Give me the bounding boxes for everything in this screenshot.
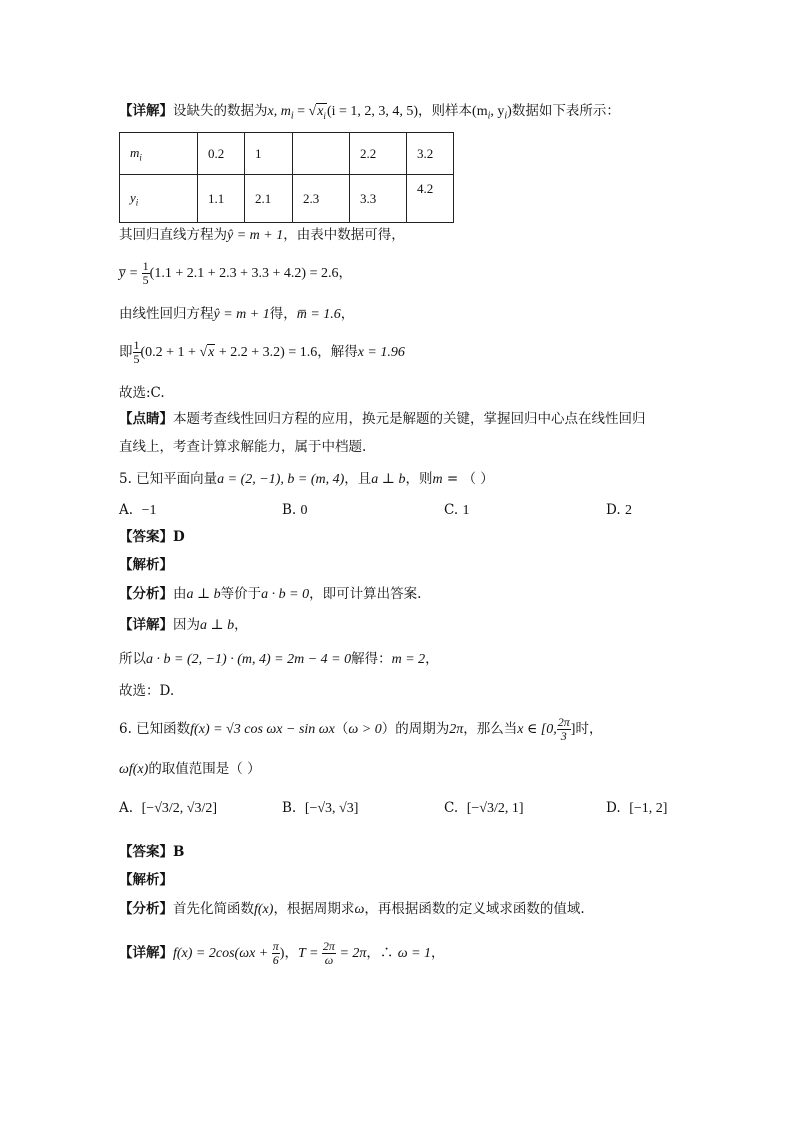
q6-analysis: 【解析】 xyxy=(119,872,173,888)
text: 数据如下表所示： xyxy=(511,103,620,119)
math: a = (2, −1), b = (m, 4) xyxy=(217,472,345,487)
q6-fenxi: 【分析】首先化简函数f(x)，根据周期求ω，再根据函数的定义域求函数的值域. xyxy=(119,901,585,917)
q5-option-b[interactable]: B. 0 xyxy=(282,502,308,518)
table-cell: 4.2 xyxy=(407,175,454,223)
q6-option-a[interactable]: A. [−√3/2, √3/2] xyxy=(119,800,218,816)
ybar-line xyxy=(119,258,352,289)
comment-line-2: 直线上，考查计算求解能力，属于中档题. xyxy=(119,439,367,455)
table-cell: 1 xyxy=(245,133,293,175)
math: m̅ = 1.6 xyxy=(296,307,341,322)
math: = √ xyxy=(293,104,317,119)
text: 由线性回归方程 xyxy=(119,306,214,322)
math: , y xyxy=(490,104,505,119)
table-cell: 2.3 xyxy=(293,175,350,223)
q5-choose: 故选：D. xyxy=(119,683,175,699)
text: 5. 已知平面向量 xyxy=(119,471,218,487)
fraction: $\frac{1}{5}$ xyxy=(142,259,149,287)
table-cell xyxy=(293,133,350,175)
table-cell: 2.2 xyxy=(350,133,407,175)
row-label-m: $m_i$ xyxy=(120,133,198,175)
math: (0.2 + 1 + xyxy=(140,345,200,360)
q5-option-d[interactable]: D. 2 xyxy=(606,502,632,518)
q6-option-c[interactable]: C. [−√3/2, 1] xyxy=(444,800,524,816)
math: m xyxy=(432,472,443,487)
regression-line xyxy=(119,226,405,245)
table-cell: 3.2 xyxy=(407,133,454,175)
math: x = 1.96 xyxy=(357,345,405,360)
q6-stem: 6. 已知函数f(x) = √3 cos ωx − sin ωx（ω > 0）的周期为2π，那么当x ∈ [0, $\frac{2\pi}{3}$ ]时， xyxy=(119,715,603,743)
table-cell: 2.1 xyxy=(245,175,293,223)
math: x, m xyxy=(267,104,291,119)
math: (1.1 + 2.1 + 2.3 + 3.3 + 4.2) = 2.6 xyxy=(149,266,339,281)
q5-detail: 【详解】因为a ⊥ b， xyxy=(119,617,248,633)
q5-option-c[interactable]: C. 1 xyxy=(444,502,470,518)
fraction: $\frac{\pi}{6}$ xyxy=(272,939,279,967)
q5-stem xyxy=(119,470,494,489)
q6-stem-line2: ωf(x)的取值范围是（ ） xyxy=(119,761,261,777)
text: 即 xyxy=(119,344,133,360)
math: y̅ = xyxy=(119,266,142,281)
fraction: $\frac{2\pi}{\omega}$ xyxy=(322,939,335,967)
q5-answer: 【答案】D xyxy=(119,529,185,545)
solve-line: 即 $\frac{1}{5}$ (0.2 + 1 + √x + 2.2 + 3.2) = 1.6，解得x = 1.96 xyxy=(119,338,405,366)
q5-option-a[interactable]: A. −1 xyxy=(119,502,157,518)
mbar-line xyxy=(119,305,354,324)
math: (i = 1, 2, 3, 4, 5) xyxy=(326,104,419,119)
table-cell: 0.2 xyxy=(198,133,245,175)
q6-detail: 【详解】f(x) = 2cos(ωx + $\frac{\pi}{6}$ )，T = $\frac{2\pi}{\omega}$ = 2π，∴ ω = 1， xyxy=(119,939,445,967)
text: 设缺失的数据为 xyxy=(173,103,268,119)
math: ) xyxy=(507,104,512,119)
text: ，且 xyxy=(344,471,372,487)
math: (m xyxy=(472,104,488,119)
table-row xyxy=(120,133,454,175)
sample-table xyxy=(119,132,454,223)
text: ， xyxy=(340,306,355,322)
comment-label: 【点睛】 xyxy=(119,411,173,427)
math: ŷ = m + 1 xyxy=(227,228,284,243)
text: ，解得 xyxy=(317,344,358,360)
text: ，则 xyxy=(405,471,433,487)
q5-analysis: 【解析】 xyxy=(119,557,173,573)
detail-line: 【详解】设缺失的数据为x, $m_i = √x_i(i = 1$, 2, 3, 4, 5)，则样本($m_i$, $y_i$)数据如下表所示： xyxy=(119,103,620,122)
text: ，则样本 xyxy=(418,103,473,119)
q6-option-d[interactable]: D. [−1, 2] xyxy=(606,800,668,816)
comment-line-1 xyxy=(119,410,646,428)
math: x xyxy=(208,345,215,360)
q6-option-b[interactable]: B. [−√3, √3] xyxy=(282,800,359,816)
table-row xyxy=(120,175,454,223)
text: 其回归直线方程为 xyxy=(119,227,227,243)
text: ，由表中数据可得， xyxy=(283,227,405,243)
math: a ⊥ b xyxy=(371,472,406,487)
choose-c: 故选:C. xyxy=(119,385,165,401)
detail-label: 【详解】 xyxy=(119,103,173,119)
fraction: $\frac{2\pi}{3}$ xyxy=(557,715,570,743)
q5-fenxi: 【分析】由a ⊥ b等价于a · b = 0，即可计算出答案. xyxy=(119,586,422,602)
math: + 2.2 + 3.2) = 1.6 xyxy=(215,345,318,360)
text: 得， xyxy=(269,306,297,322)
text: ， xyxy=(338,265,352,281)
row-label-y: $y_i$ xyxy=(120,175,198,223)
q5-solution: 所以a · b = (2, −1) · (m, 4) = 2m − 4 = 0解得：m = 2， xyxy=(119,651,439,667)
text: 本题考查线性回归方程的应用，换元是解题的关键，掌握回归中心点在线性回归 xyxy=(173,411,646,427)
table-cell: 1.1 xyxy=(198,175,245,223)
math: ŷ = m + 1 xyxy=(213,307,270,322)
q6-answer: 【答案】B xyxy=(119,844,185,860)
table-cell: 3.3 xyxy=(350,175,407,223)
text: = （ ） xyxy=(442,471,494,487)
fraction: $\frac{1}{5}$ xyxy=(133,338,140,366)
